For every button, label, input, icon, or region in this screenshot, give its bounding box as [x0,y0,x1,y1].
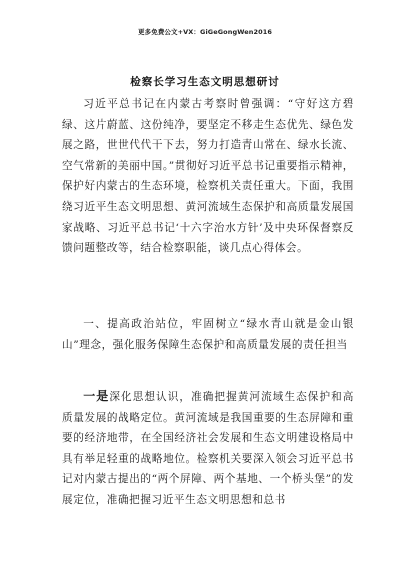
document-title: 检察长学习生态文明思想研讨 [130,76,280,88]
point-1-text: 深化思想认识，准确把握黄河流域生态保护和高质量发展的战略定位。黄河流域是我国重要的生态屏障和重要的经济地带，在全国经济社会发展和生态文明建设格局中具有举足轻重的战略地位。检察机关要深入领会习近平总书记对内蒙古提出的“两个屏障、两个基地、一个桥头堡”的发展定位，准确把握习近平生态文明思想和总书 [62,391,354,506]
header-note: 更多免费公文+VX：GiGeGongWen2016 [138,28,272,36]
section-heading-1: 一、提高政治站位，牢固树立“绿水青山就是金山银山”理念，强化服务保障生态保护和高质量发展的责任担当 [62,318,354,351]
point-1-paragraph [62,386,354,511]
intro-paragraph: 习近平总书记在内蒙古考察时曾强调：“守好这方碧绿、这片蔚蓝、这份纯净，要坚定不移走生态优先、绿色发展之路，世世代代干下去，努力打造青山常在、绿水长流、空气常新的美丽中国。”贯彻好习近平总书记重要指示精神，保护好内蒙古的生态环境，检察机关责任重大。下面，我围绕习近平生态文明思想、黄河流域生态保护和高质量发展国家战略、习近平总书记‘十六字治水方针’及中央环保督察反馈问题整改等，结合检察职能，谈几点心得体会。 [62,98,354,255]
point-1-lead: 一是 [83,389,110,403]
